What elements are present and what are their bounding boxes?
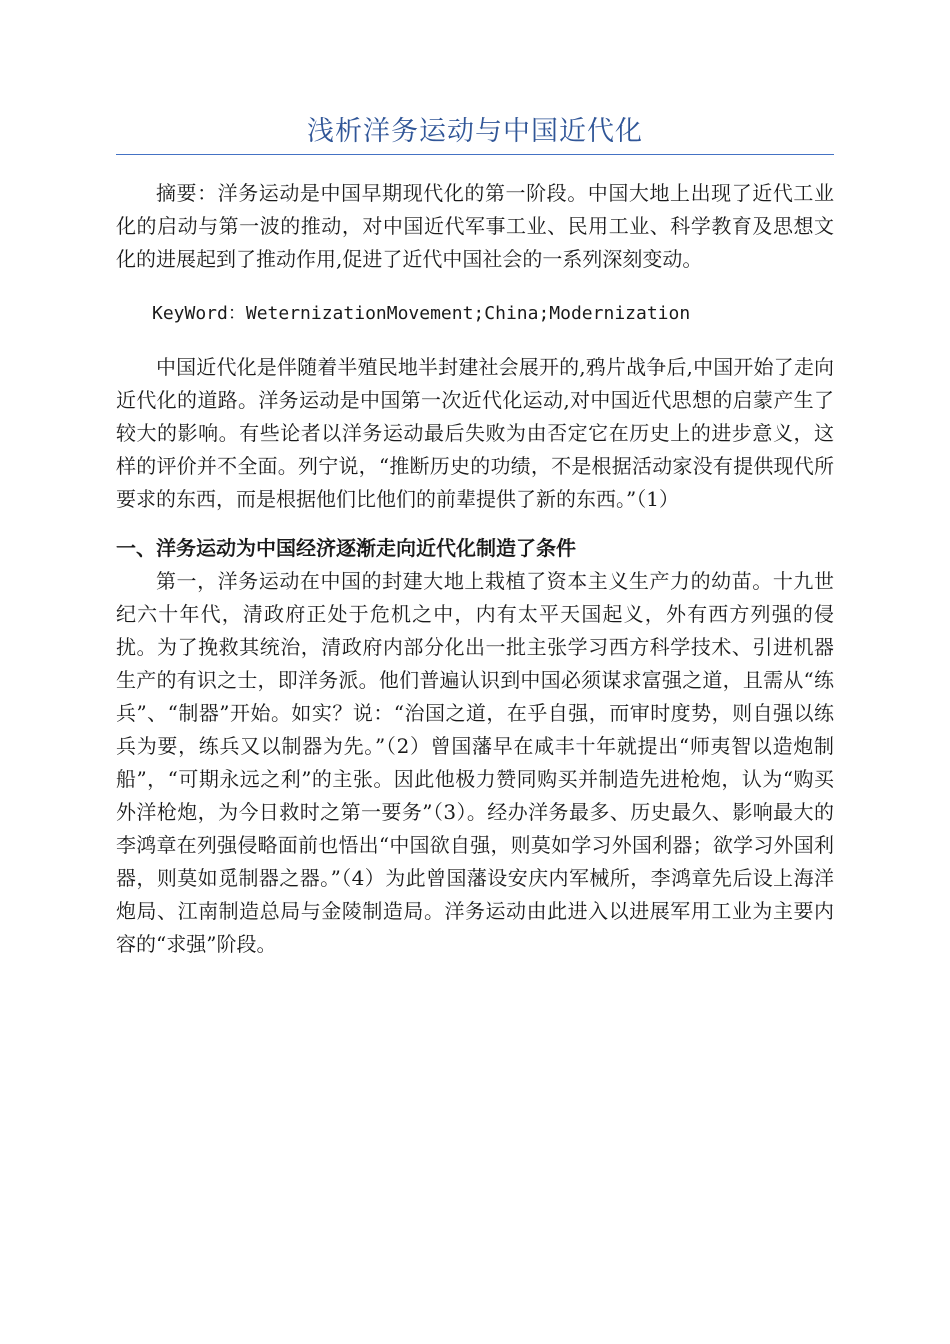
section-1-paragraph-1: 第一，洋务运动在中国的封建大地上栽植了资本主义生产力的幼苗。十九世纪六十年代，清政府正处于危机之中，内有太平天国起义，外有西方列强的侵扰。为了挽救其统治，清政府内部分化出一批主张学习西方科学技术、引进机器生产的有识之士，即洋务派。他们普遍认识到中国必须谋求富强之道，且需从“练兵”、“制器”开始。如实？说：“治国之道，在乎自强，而审时度势，则自强以练兵为要，练兵又以制器为先。”（2）曾国藩早在咸丰十年就提出“师夷智以造炮制船”，“可期永远之利”的主张。因此他极力赞同购买并制造先进枪炮，认为“购买外洋枪炮，为今日救时之第一要务”（3）。经办洋务最多、历史最久、影响最大的李鸿章在列强侵略面前也悟出“中国欲自强，则莫如学习外国利器；欲学习外国利器，则莫如觅制器之器。”（4）为此曾国藩设安庆内军械所，李鸿章先后设上海洋炮局、江南制造总局与金陵制造局。洋务运动由此进入以进展军用工业为主要内容的“求强”阶段。 [116,569,834,956]
section-heading-1: 一、洋务运动为中国经济逐渐走向近代化制造了条件 [116,536,576,560]
keywords-line: KeyWord：WeternizationMovement;China;Modernization [152,303,691,324]
intro-paragraph: 中国近代化是伴随着半殖民地半封建社会展开的,鸦片战争后,中国开始了走向近代化的道路。洋务运动是中国第一次近代化运动,对中国近代思想的启蒙产生了较大的影响。有些论者以洋务运动最后失败为由否定它在历史上的进步意义，这样的评价并不全面。列宁说，“推断历史的功绩，不是根据活动家没有提供现代所要求的东西，而是根据他们比他们的前辈提供了新的东西。”（1） [116,355,834,511]
title-underline [116,154,834,155]
document-body [116,177,834,961]
document-title: 浅析洋务运动与中国近代化 [307,116,643,147]
abstract-paragraph: 摘要：洋务运动是中国早期现代化的第一阶段。中国大地上出现了近代工业化的启动与第一波的推动，对中国近代军事工业、民用工业、科学教育及思想文化的进展起到了推动作用,促进了近代中国社会的一系列深刻变动。 [116,181,834,271]
